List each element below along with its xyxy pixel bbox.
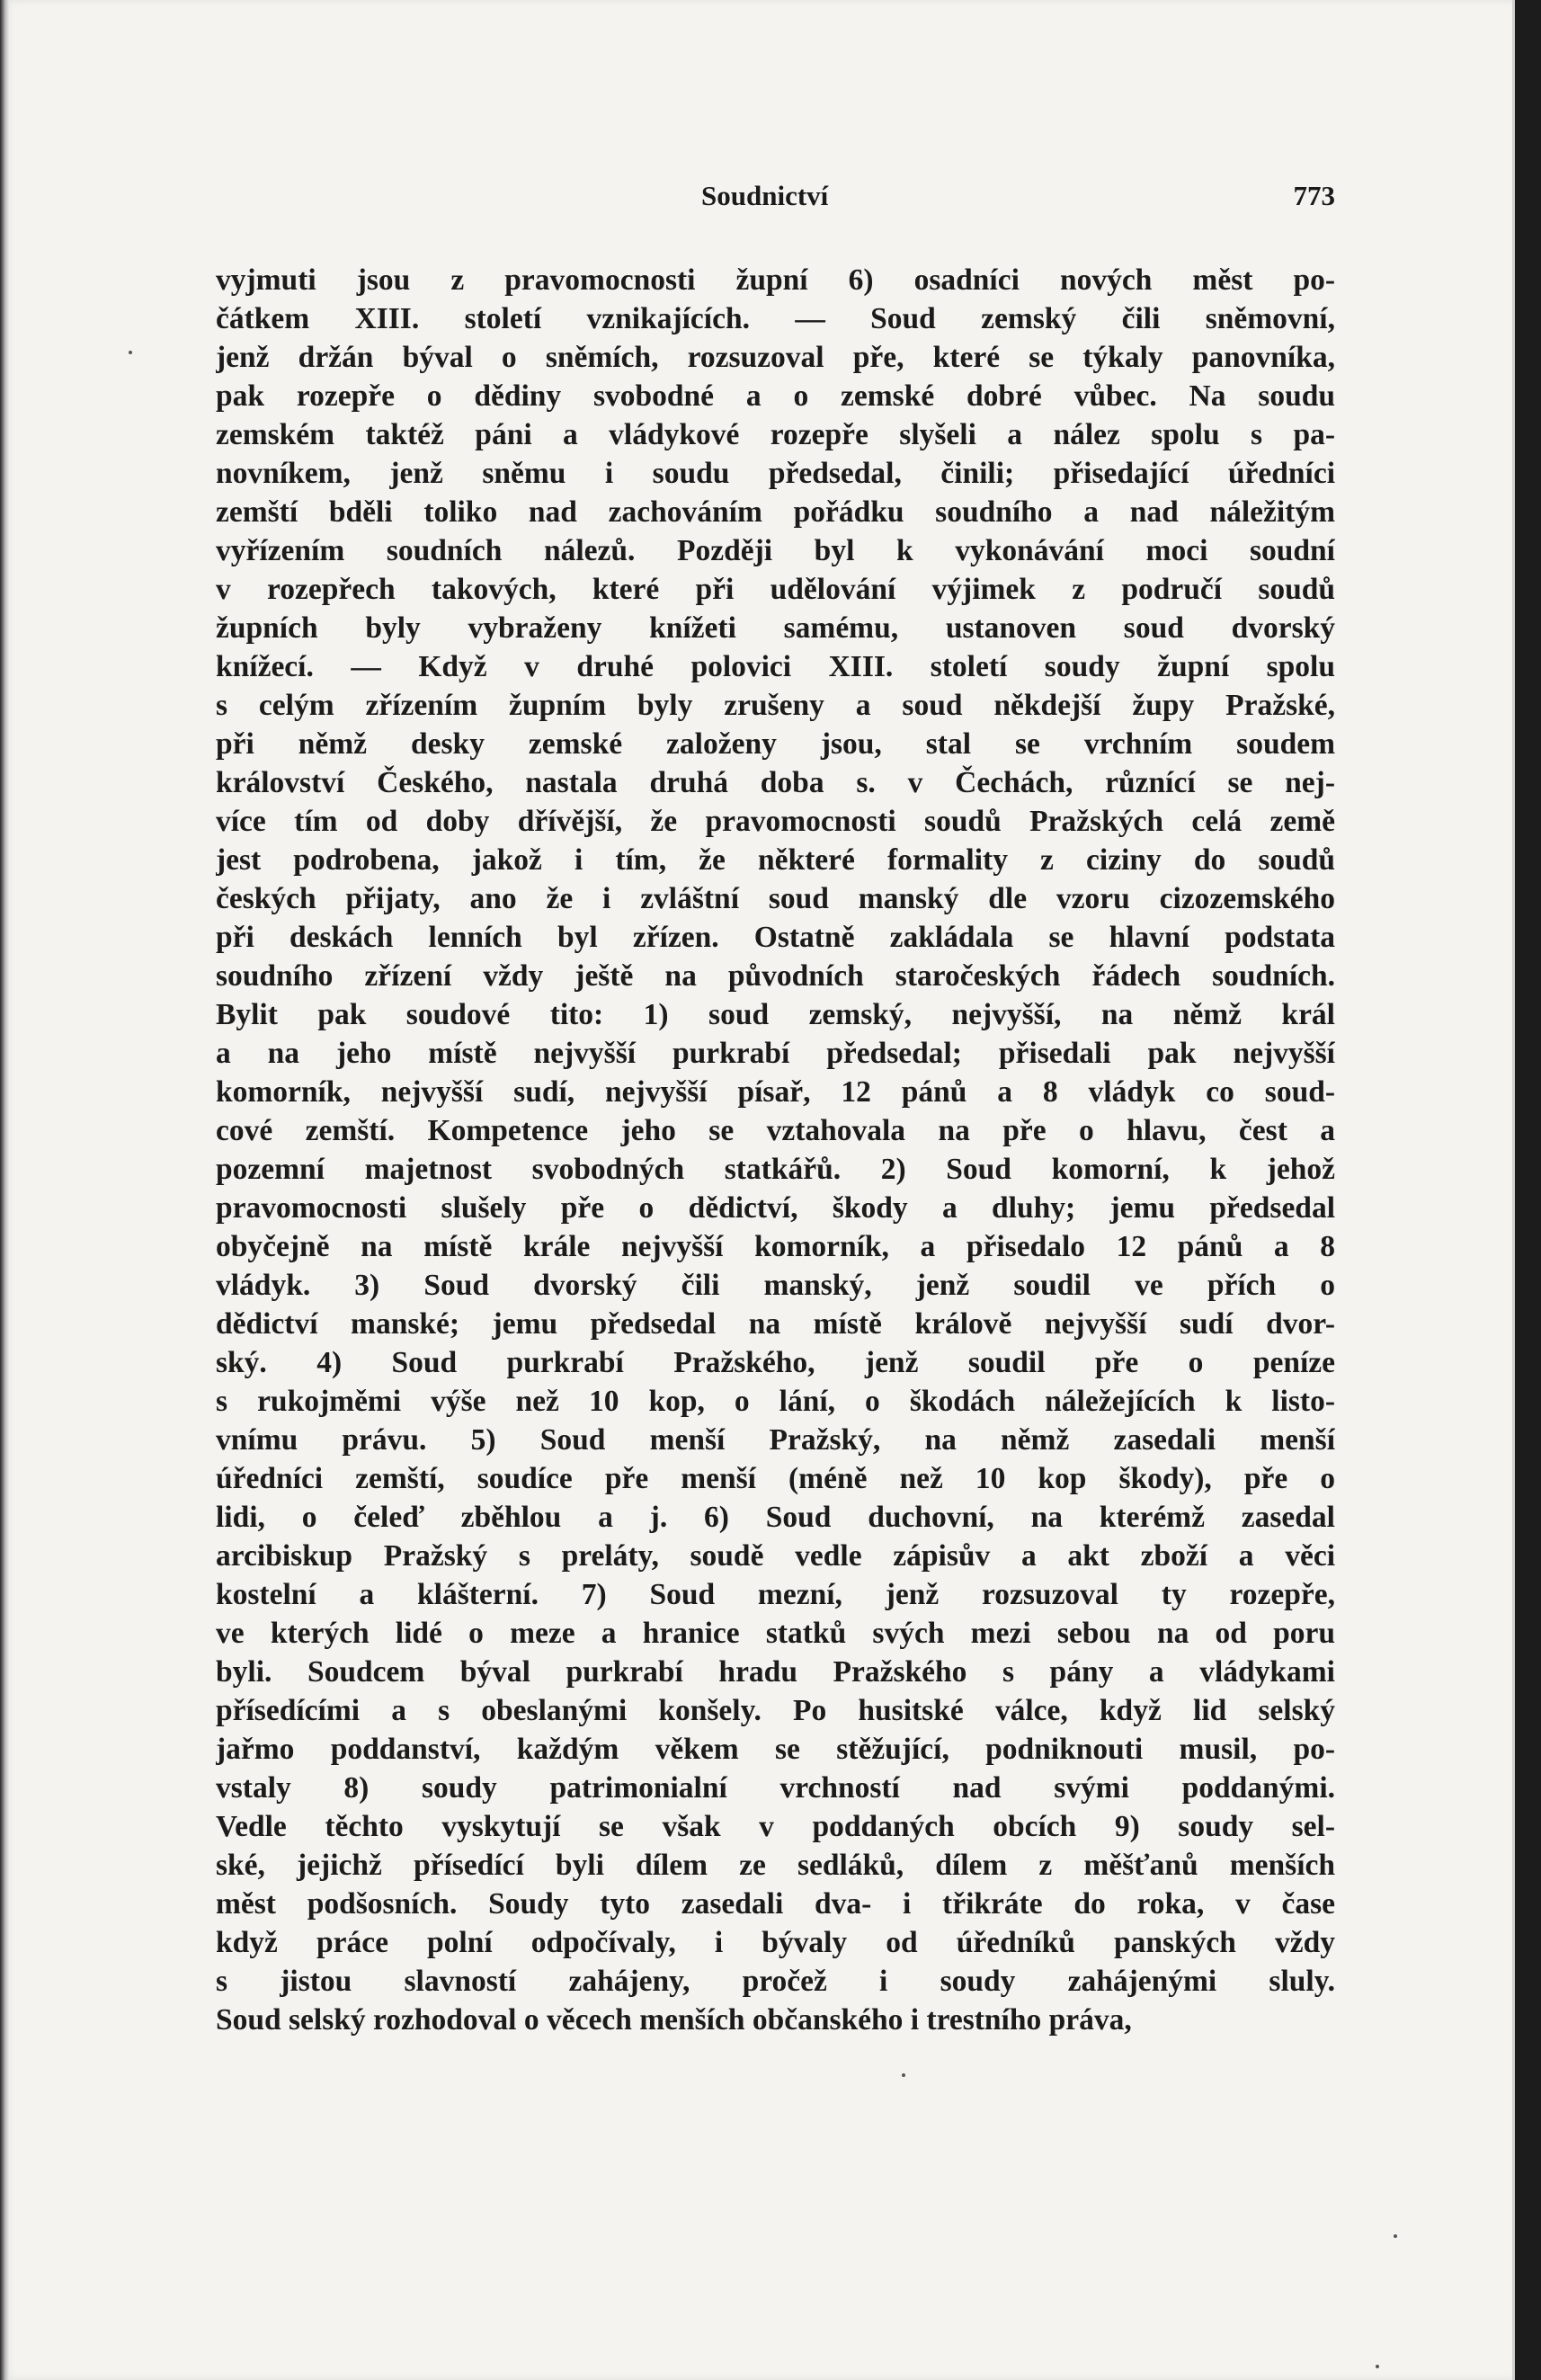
text-line: více tím od doby dřívější, že pravomocnosti soudů Pražských celá země — [216, 805, 1335, 838]
text-line: když práce polní odpočívaly, i bývaly od úředníků panských vždy — [216, 1926, 1335, 1959]
text-line: novníkem, jenž sněmu i soudu předsedal, činili; přisedající úředníci — [216, 457, 1335, 490]
text-line: vládyk. 3) Soud dvorský čili manský, jenž soudil ve přích o — [216, 1269, 1335, 1302]
text-line: s rukojměmi výše než 10 kop, o lání, o škodách náležejících k listo- — [216, 1385, 1335, 1418]
text-line: dědictví manské; jemu předsedal na místě královĕ nejvyšší sudí dvor- — [216, 1307, 1335, 1341]
speck — [1394, 2234, 1397, 2238]
text-line: čátkem XIII. století vznikajících. — Soud zemský čili sněmovní, — [216, 302, 1335, 335]
text-line: jařmo poddanství, každým věkem se stěžující, podniknouti musil, po- — [216, 1733, 1335, 1766]
text-line: Vedle těchto vyskytují se však v poddaných obcích 9) soudy sel- — [216, 1810, 1335, 1843]
text-line: úředníci zemští, soudíce pře menší (méně než 10 kop škody), pře o — [216, 1462, 1335, 1495]
text-line: Soud selský rozhodoval o věcech menších občanského i trestního práva, — [216, 2003, 1132, 2037]
text-line: zemští bděli toliko nad zachováním pořádku soudního a nad náležitým — [216, 495, 1335, 529]
text-line: českých přijaty, ano že i zvláštní soud manský dle vzoru cizozemského — [216, 882, 1335, 915]
text-line: jest podrobena, jakož i tím, že některé formality z ciziny do soudů — [216, 843, 1335, 877]
text-line: soudního zřízení vždy ještě na původních staročeských řádech soudních. — [216, 959, 1335, 993]
running-title: Soudnictví — [701, 180, 829, 211]
text-line: při němž desky zemské založeny jsou, stal se vrchním soudem — [216, 727, 1335, 761]
speck — [902, 2073, 905, 2077]
text-line: župních byly vybraženy knížeti samému, ustanoven soud dvorský — [216, 611, 1335, 645]
body-text — [216, 261, 1335, 2039]
text-line: měst podšosních. Soudy tyto zasedali dva- i třikráte do roka, v čase — [216, 1887, 1335, 1921]
text-line: při deskách lenních byl zřízen. Ostatně zakládala se hlavní podstata — [216, 921, 1335, 954]
text-line: ský. 4) Soud purkrabí Pražského, jenž soudil pře o peníze — [216, 1346, 1335, 1379]
text-line: pak rozepře o dědiny svobodné a o zemské dobré vůbec. Na soudu — [216, 379, 1335, 413]
text-line: obyčejně na místě krále nejvyšší komorník, a přisedalo 12 pánů a 8 — [216, 1230, 1335, 1263]
text-line: v rozepřech takových, které při udělování výjimek z područí soudů — [216, 573, 1335, 606]
text-line: jenž držán býval o sněmích, rozsuzoval pře, které se týkaly panovníka, — [216, 341, 1335, 374]
text-line: a na jeho místě nejvyšší purkrabí předsedal; přisedali pak nejvyšší — [216, 1037, 1335, 1070]
text-line: pozemní majetnost svobodných statkářů. 2) Soud komorní, k jehož — [216, 1153, 1335, 1186]
page-binding-edge — [0, 0, 9, 2380]
text-line: s jistou slavností zahájeny, pročež i soudy zahájenými sluly. — [216, 1965, 1335, 1998]
page-number: 773 — [1293, 180, 1335, 211]
text-line: Bylit pak soudové tito: 1) soud zemský, nejvyšší, na němž král — [216, 998, 1335, 1031]
text-line: přísedícími a s obeslanými konšely. Po husitské válce, když lid selský — [216, 1694, 1335, 1727]
text-line: vstaly 8) soudy patrimonialní vrchností nad svými poddanými. — [216, 1771, 1335, 1805]
text-line: arcibiskup Pražský s preláty, soudě vedle zápisův a akt zboží a věci — [216, 1539, 1335, 1573]
text-line: lidi, o čeleď zběhlou a j. 6) Soud duchovní, na kterémž zasedal — [216, 1501, 1335, 1534]
text-line: knížecí. — Když v druhé polovici XIII. století soudy župní spolu — [216, 650, 1335, 683]
speck — [129, 351, 132, 354]
text-line: komorník, nejvyšší sudí, nejvyšší písař, 12 pánů a 8 vládyk co soud- — [216, 1075, 1335, 1109]
text-line: vyjmuti jsou z pravomocnosti župní 6) osadníci nových měst po- — [216, 263, 1335, 297]
text-line: byli. Soudcem býval purkrabí hradu Pražského s pány a vládykami — [216, 1655, 1335, 1689]
speck — [1376, 2365, 1379, 2368]
text-line: zemském taktéž páni a vládykové rozepře slyšeli a nález spolu s pa- — [216, 418, 1335, 451]
text-line: kostelní a klášterní. 7) Soud mezní, jenž rozsuzoval ty rozepře, — [216, 1578, 1335, 1611]
page-header — [216, 180, 1335, 225]
text-line: s celým zřízením župním byly zrušeny a soud někdejší župy Pražské, — [216, 689, 1335, 722]
text-line: ve kterých lidé o meze a hranice statků svých mezi sebou na od poru — [216, 1617, 1335, 1650]
text-line: cové zemští. Kompetence jeho se vztahovala na pře o hlavu, čest a — [216, 1114, 1335, 1147]
text-line: vyřízením soudních nálezů. Později byl k vykonávání moci soudní — [216, 534, 1335, 567]
text-line: království Českého, nastala druhá doba s. v Čechách, různící se nej- — [216, 766, 1335, 799]
text-line: ské, jejichž přísedící byli dílem ze sedláků, dílem z měšťanů menších — [216, 1849, 1335, 1882]
text-line: vnímu právu. 5) Soud menší Pražský, na němž zasedali menší — [216, 1423, 1335, 1457]
text-line: pravomocnosti slušely pře o dědictví, škody a dluhy; jemu předsedal — [216, 1191, 1335, 1225]
